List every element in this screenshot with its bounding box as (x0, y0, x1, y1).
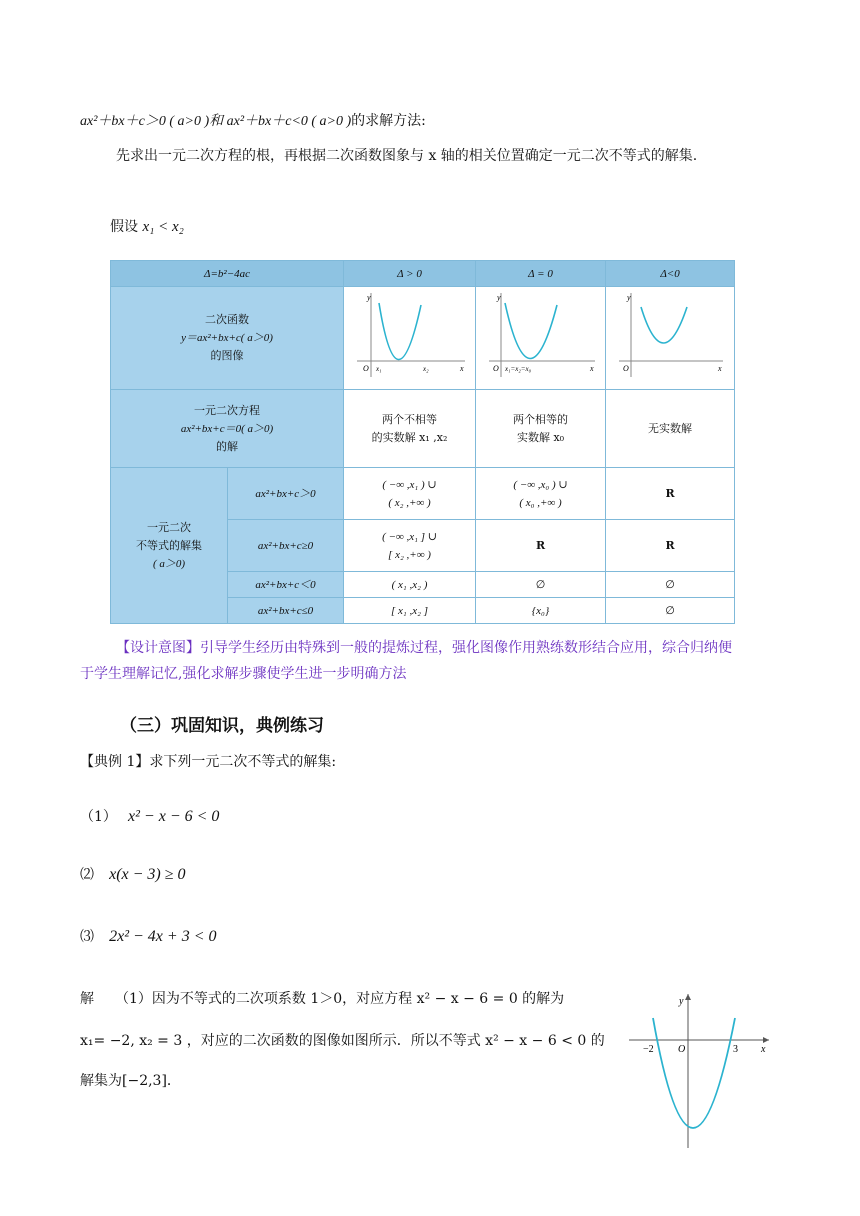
r4-col1: [ x₁ ,x₂ ] (344, 598, 476, 624)
r2-col1 (344, 520, 476, 572)
example-title: 【典例 1】求下列一元二次不等式的解集: (80, 754, 337, 770)
header-delta-negative: Δ<0 (606, 261, 735, 287)
r4-col3: ∅ (606, 598, 735, 624)
design-intent (80, 635, 732, 687)
cond-greater: ax²+bx+c＞0 (228, 468, 344, 520)
design-intent-line-1 (80, 635, 732, 661)
header-delta-positive: Δ > 0 (344, 261, 476, 287)
origin-label: O (492, 364, 499, 373)
root-right-label: 3 (733, 1044, 738, 1055)
r3-col2: ∅ (476, 572, 606, 598)
graph-no-root (606, 287, 735, 390)
r4-col2: {x₀} (476, 598, 606, 624)
r1-col2-a: ( −∞ ,x₀ ) ∪ (513, 478, 568, 491)
intro-method-text: 的求解方法: (351, 113, 426, 129)
x-axis-label: x (718, 364, 722, 373)
y-axis-label: y (366, 293, 371, 302)
r1-col3: R (606, 468, 735, 520)
equation-label-2: ax²+bx+c＝0( a＞0) (180, 422, 274, 435)
quadratic-summary-table (110, 260, 735, 624)
design-intent-text-1: 引导学生经历由特殊到一般的提炼过程，强化图像作用熟练数形结合应用，综合归纳便 (200, 640, 732, 656)
parabola-curve (379, 303, 421, 360)
r2-col2: R (476, 520, 606, 572)
parabola-curve (641, 307, 687, 343)
assume-math: x₁ < x₂ (142, 219, 184, 235)
r1-col2-b: ( x₀ ,+∞ ) (519, 496, 562, 509)
equation-row-label (111, 390, 344, 468)
table-ineq-row-1 (111, 468, 735, 520)
problem-1 (80, 806, 219, 826)
assume-label: 假设 (110, 219, 138, 235)
r3-col1: ( x₁ ,x₂ ) (344, 572, 476, 598)
r2-col1-a: ( −∞ ,x₁ ] ∪ (382, 530, 437, 543)
problem-2 (80, 864, 186, 884)
problem-2-label: ⑵ (80, 867, 94, 883)
equation-no-root: 无实数解 (606, 390, 735, 468)
graph-label-1: 二次函数 (205, 313, 249, 326)
equation-label-3: 的解 (216, 439, 238, 453)
intro-inequality-math: ax²＋bx＋c＞0 ( a>0 )和 ax²＋bx＋c<0 ( a>0 ) (80, 114, 352, 129)
y-axis-label: y (496, 293, 501, 302)
graph-label-3: 的图像 (210, 349, 244, 362)
ineq-label-3: ( a＞0) (152, 557, 186, 570)
r1-col1-a: ( −∞ ,x₁ ) ∪ (382, 478, 437, 491)
problem-3-label: ⑶ (80, 929, 94, 945)
graph-two-roots (344, 287, 476, 390)
section-heading: （三）巩固知识，典例练习 (120, 716, 324, 736)
root-x2-label: x₂ (422, 365, 429, 373)
y-axis-arrow (685, 994, 691, 1000)
ineq-label-1: 一元二次 (147, 520, 191, 534)
r2-col3: R (606, 520, 735, 572)
cond-greater-equal: ax²+bx+c≥0 (228, 520, 344, 572)
solution-line-1: 解 （1）因为不等式的二次项系数 1＞0，对应方程 x² − x − 6 = 0 的解为 (80, 991, 565, 1007)
y-axis-label: y (627, 293, 631, 302)
inequality-row-label (111, 468, 228, 624)
header-delta-zero: Δ = 0 (476, 261, 606, 287)
cond-less: ax²+bx+c＜0 (228, 572, 344, 598)
parabola-curve (653, 1018, 735, 1128)
root-x1-label: x₁ (375, 365, 382, 373)
design-intent-text-2: 于学生理解记忆,强化求解步骤使学生进一步明确方法 (80, 666, 407, 682)
r1-col1 (344, 468, 476, 520)
y-axis-label: y (679, 996, 684, 1007)
problem-1-math: x² − x − 6 < 0 (128, 808, 220, 825)
parabola-no-root-graph (611, 289, 729, 381)
ineq-label-2: 不等式的解集 (136, 538, 202, 552)
r2-col1-b: [ x₂ ,+∞ ) (388, 548, 431, 561)
parabola-one-root-graph (481, 289, 601, 381)
equation-two-roots (344, 390, 476, 468)
design-intent-label: 【设计意图】 (116, 640, 200, 656)
problem-3 (80, 926, 216, 946)
example-parabola-graph (625, 990, 775, 1150)
equation-one-root (476, 390, 606, 468)
root-left-label: −2 (643, 1044, 654, 1055)
intro-line-2: 先求出一元二次方程的根，再根据二次函数图象与 x 轴的相关位置确定一元二次不等式的解集. (116, 148, 698, 164)
eq-col1-a: 两个不相等 (382, 412, 438, 426)
eq-col2-a: 两个相等的 (513, 412, 569, 426)
parabola-curve (505, 303, 557, 359)
r1-col2 (476, 468, 606, 520)
x-axis-arrow (763, 1037, 769, 1043)
origin-label: O (362, 364, 369, 373)
assumption-line (110, 216, 184, 236)
parabola-two-roots-graph (349, 289, 471, 381)
table-equation-row (111, 390, 735, 468)
eq-col2-b: 实数解 x₀ (516, 430, 565, 444)
table-graph-row (111, 287, 735, 390)
origin-label: O (623, 364, 629, 373)
eq-col1-b: 的实数解 x₁ ,x₂ (371, 430, 448, 444)
graph-row-label (111, 287, 344, 390)
x-axis-label: x (761, 1044, 766, 1055)
solution-line-2: x₁= −2, x₂ = 3 ，对应的二次函数的图像如图所示．所以不等式 x² − x − 6 < 0 的 (80, 1033, 605, 1049)
table-header-row (111, 261, 735, 287)
origin-label: O (678, 1044, 686, 1055)
problem-1-label: （1） (80, 809, 117, 825)
double-root-label: x₁=x₂=x₀ (504, 365, 531, 373)
delta-definition: Δ=b²−4ac (111, 261, 344, 287)
x-axis-label: x (459, 364, 464, 373)
r3-col3: ∅ (606, 572, 735, 598)
solution-line-3: 解集为[−2,3]． (80, 1073, 181, 1089)
x-axis-label: x (589, 364, 594, 373)
graph-label-2: y＝ax²+bx+c( a＞0) (181, 332, 273, 344)
problem-3-math: 2x² − 4x + 3 < 0 (109, 928, 217, 945)
equation-label-1: 一元二次方程 (194, 403, 260, 417)
cond-less-equal: ax²+bx+c≤0 (228, 598, 344, 624)
intro-line-1 (80, 110, 426, 130)
graph-one-root (476, 287, 606, 390)
problem-2-math: x(x − 3) ≥ 0 (109, 866, 186, 883)
r1-col1-b: ( x₂ ,+∞ ) (388, 496, 431, 509)
